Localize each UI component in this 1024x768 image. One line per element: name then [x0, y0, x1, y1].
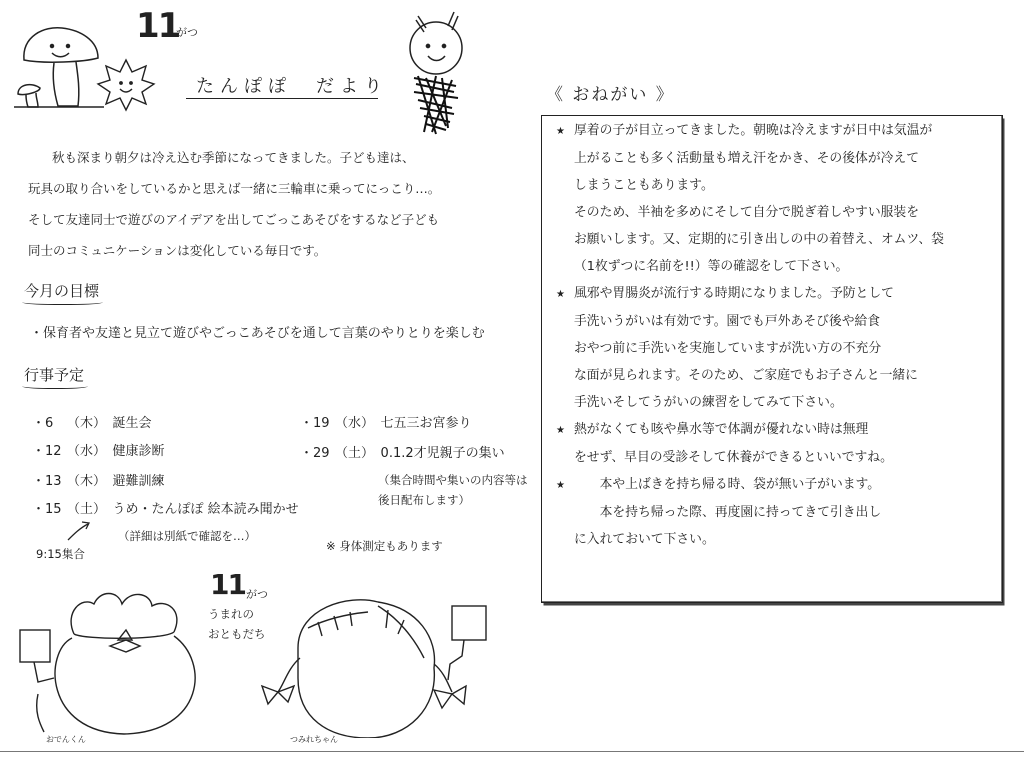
- star-icon: ★: [556, 126, 565, 137]
- star-icon: ★: [556, 480, 565, 491]
- request-line: ★ 厚着の子が目立ってきました。朝晩は冷えますが日中は気温が: [556, 117, 996, 145]
- event-weekday: （土）: [335, 446, 368, 461]
- event-weekday: （土）: [67, 502, 100, 517]
- girl-character-illustration: [238, 588, 488, 738]
- event-name: 誕生会: [112, 416, 152, 431]
- request-line: 本を持ち帰った際、再度園に持ってきて引き出し: [574, 505, 882, 520]
- request-line: おやつ前に手洗いを実施していますが洗い方の不充分: [574, 341, 882, 356]
- month-suffix: がつ: [176, 26, 198, 39]
- event-day: 15: [45, 502, 62, 517]
- name-left: おでんくん: [46, 735, 86, 744]
- newsletter-title: たんぽぽ だより: [196, 76, 388, 97]
- event-day: 12: [45, 444, 62, 459]
- title-underline: [186, 98, 378, 99]
- gather-time: 9:15集合: [36, 547, 85, 561]
- requests-heading: 《 おねがい 》: [546, 85, 675, 105]
- event-name: うめ・たんぽぽ 絵本読み聞かせ: [112, 502, 299, 517]
- event-item: ・29 （土） 0.1.2才児親子の集い: [300, 446, 505, 461]
- star-icon: ★: [556, 289, 565, 300]
- event-weekday: （水）: [335, 416, 368, 431]
- goal-heading-underline: [22, 298, 103, 305]
- detail-note: （詳細は別紙で確認を…）: [118, 529, 256, 543]
- star-icon: ★: [556, 425, 565, 436]
- goal-heading-text: 今月の目標: [24, 282, 100, 300]
- event-item: ・13 （木） 避難訓練: [32, 474, 165, 489]
- name-right: つみれちゃん: [290, 735, 338, 744]
- measurement-note: ※ 身体測定もあります: [326, 539, 443, 553]
- request-line: をせず、早目の受診そして休養ができるといいですね。: [574, 450, 893, 465]
- event-item: ・6 （木） 誕生会: [32, 416, 152, 431]
- maple-leaf-illustration: [96, 56, 156, 114]
- meeting-note: （集合時間や集いの内容等は後日配布します）: [378, 473, 528, 507]
- request-line: 手洗いそしてうがいの練習をしてみて下さい。: [574, 395, 843, 410]
- request-line: そのため、半袖を多めにそして自分で脱ぎ着しやすい服装を: [574, 205, 920, 220]
- intro-line: そして友達同士で遊びのアイデアを出してごっこあそびをするなど子ども: [28, 212, 440, 227]
- arrow-icon: [64, 518, 94, 544]
- event-item: ・15 （土） うめ・たんぽぽ 絵本読み聞かせ: [32, 502, 299, 517]
- intro-line: 秋も深まり朝夕は冷え込む季節になってきました。子ども達は、: [52, 150, 415, 165]
- events-heading-text: 行事予定: [24, 366, 85, 384]
- request-line: ★ 本や上ばきを持ち帰る時、袋が無い子がいます。: [556, 471, 996, 499]
- request-line: な面が見られます。そのため、ご家庭でもお子さんと一緒に: [574, 368, 918, 383]
- oden-character-illustration: [14, 582, 214, 742]
- mushroom-illustration: [14, 18, 106, 110]
- intro-paragraph: [28, 142, 440, 266]
- event-name: 健康診断: [112, 444, 165, 459]
- request-line: 上がることも多く活動量も増え汗をかき、その後体が冷えて: [574, 151, 920, 166]
- event-item: ・12 （水） 健康診断: [32, 444, 165, 459]
- month-number: 11: [136, 6, 180, 46]
- goal-heading: [24, 280, 99, 301]
- events-heading: [24, 364, 84, 385]
- request-line: ★ 熱がなくても咳や鼻水等で体調が優れない時は無理: [556, 416, 996, 444]
- request-line: （1枚ずつに名前を!!）等の確認をして下さい。: [574, 259, 849, 274]
- birthday-label-1: うまれの: [208, 607, 254, 621]
- event-weekday: （木）: [67, 474, 100, 489]
- request-line: ★ 風邪や胃腸炎が流行する時期になりました。予防として: [556, 280, 996, 308]
- event-name: 0.1.2才児親子の集い: [380, 446, 505, 461]
- request-line: に入れておいて下さい。: [574, 532, 715, 547]
- birthday-month-number: 11: [210, 568, 245, 601]
- requests-list: [556, 117, 996, 553]
- request-line: お願いします。又、定期的に引き出しの中の着替え、オムツ、袋: [574, 232, 944, 247]
- event-item: ・19 （水） 七五三お宮参り: [300, 416, 472, 431]
- birthday-month-suffix: がつ: [246, 588, 268, 601]
- birthday-label-2: おともだち: [208, 627, 266, 641]
- events-heading-underline: [22, 382, 88, 389]
- event-day: 6: [45, 416, 54, 431]
- event-weekday: （水）: [67, 444, 100, 459]
- pencil-character-illustration: [396, 8, 476, 138]
- event-day: 29: [313, 446, 330, 461]
- event-name: 七五三お宮参り: [380, 416, 472, 431]
- request-line: しまうこともあります。: [574, 178, 714, 193]
- event-name: 避難訓練: [112, 474, 165, 489]
- event-weekday: （木）: [67, 416, 100, 431]
- event-day: 13: [45, 474, 62, 489]
- event-day: 19: [313, 416, 330, 431]
- request-line: 手洗いうがいは有効です。園でも戸外あそび後や給食: [574, 314, 881, 329]
- intro-line: 同士のコミュニケーションは変化している毎日です。: [28, 243, 327, 258]
- goal-text: ・保育者や友達と見立て遊びやごっこあそびを通して言葉のやりとりを楽しむ: [30, 326, 485, 341]
- page-bottom-rule: [0, 751, 1024, 752]
- intro-line: 玩具の取り合いをしているかと思えば一緒に三輪車に乗ってにっこり…。: [28, 181, 441, 196]
